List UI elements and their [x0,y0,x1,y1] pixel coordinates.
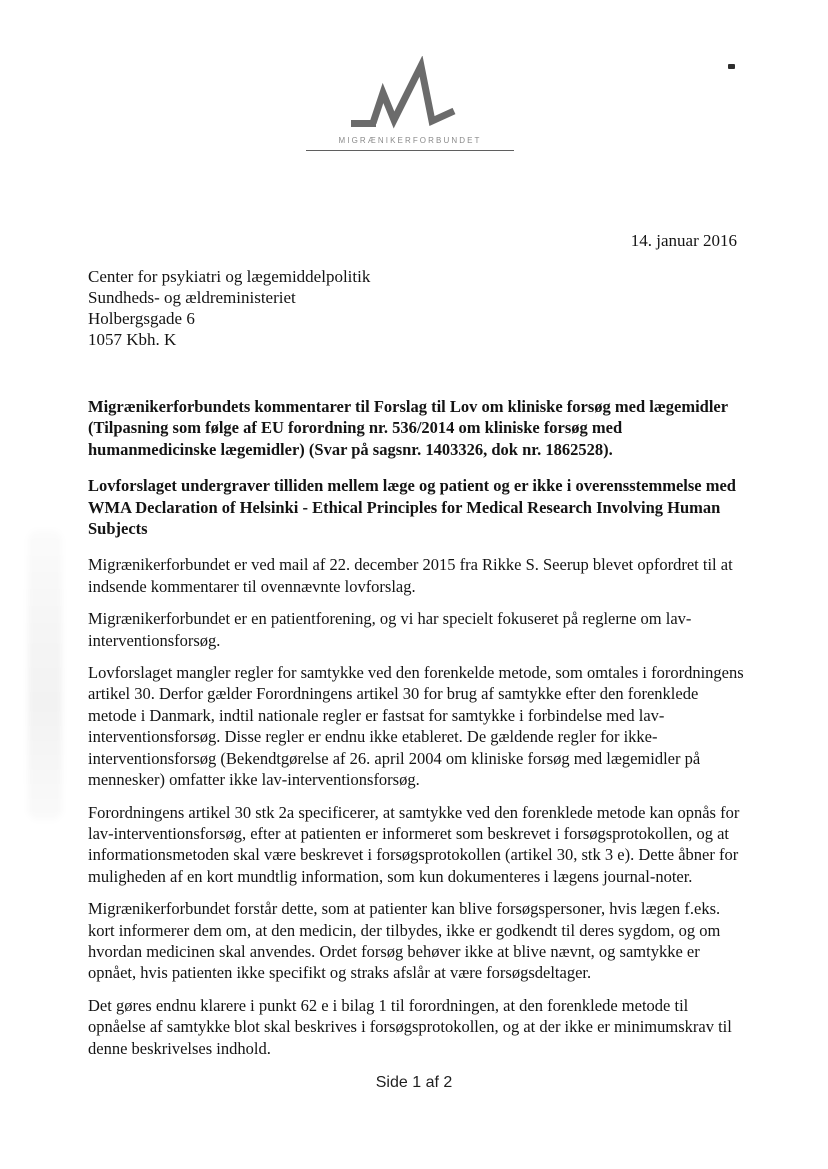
paragraph-interpretation: Migrænikerforbundet forstår dette, som at patienter kan blive forsøgspersoner, hvis lægen f.eks. kort informerer dem om, at den medicin, der tilbydes, ikke er godkendt til deres sygdom, og om hvordan medicinen skal anvendes. Ordet forsøg behøver ikke at blive nævnt, og samtykke er opnået, hvis patienten ikke specifikt og straks afslår at være forsøgsdeltager. [88,899,721,983]
letter-body [88,396,750,1070]
recipient-address [88,266,370,350]
recipient-line: Holbergsgade 6 [88,309,195,328]
paragraph-missing-rules: Lovforslaget mangler regler for samtykke ved den forenkelde metode, som omtales i forordningens artikel 30. Derfor gælder Forordningens artikel 30 for brug af samtykke efter den forenklede metode i Danmark, indtil nationale regler er fastsat for samtykke i forbindelse med lav-interventionsforsøg. Disse regler er endnu ikke etableret. De gældende regler for ikke-interventionsforsøg (Bekendtgørelse af 26. april 2004 om kliniske forsøg med lægemidler på mennesker) omfatter ikke lav-interventionsforsøg. [88,663,744,790]
scan-artifact-smudge [28,530,62,820]
paragraph-intro: Migrænikerforbundet er ved mail af 22. december 2015 fra Rikke S. Seerup blevet opfordret til at indsende kommentarer til ovennævnte lovforslag. [88,555,733,596]
recipient-line: Center for psykiatri og lægemiddelpolitik [88,267,371,286]
paragraph-annex: Det gøres endnu klarere i punkt 62 e i bilag 1 til forordningen, at den forenklede metode til opnåelse af samtykke blot skal beskrives i forsøgsprotokollen, og at der ikke er minimumskrav til denne beskrivelses indhold. [88,995,732,1058]
migraenikerforbundet-letterhead [306,56,514,151]
letter-subject-heading: Migrænikerforbundets kommentarer til Forslag til Lov om kliniske forsøg med lægemidler (Tilpasning som følge af EU forordning nr. 536/2014 om kliniske forsøg med humanmedicinske lægemidler) (Svar på sagsnr. 1403326, dok nr. 1862528). [88,397,728,459]
letter-date: 14. januar 2016 [630,231,737,250]
letterhead-divider [306,150,514,151]
paragraph-patient-association: Migrænikerforbundet er en patientforening, og vi har specielt fokuseret på reglerne om lav-interventionsforsøg. [88,609,692,650]
letter-statement-heading: Lovforslaget undergraver tilliden mellem læge og patient og er ikke i overensstemmelse med WMA Declaration of Helsinki - Ethical Principles for Medical Research Involving Human Subjects [88,476,736,539]
recipient-line: 1057 Kbh. K [88,330,177,349]
recipient-line: Sundheds- og ældreministeriet [88,288,296,307]
page-number: Side 1 af 2 [375,1074,453,1091]
logo-m-mountain-icon [350,56,468,134]
logo-wordmark: MIGRÆNIKERFORBUNDET [338,136,482,145]
scan-artifact-dot [728,64,735,69]
paragraph-article-30: Forordningens artikel 30 stk 2a specificerer, at samtykke ved den forenklede metode kan opnås for lav-interventionsforsøg, efter at patienten er informeret som beskrevet i forsøgsprotokollen, og at informationsmetoden skal være beskrevet i forsøgsprotokollen (artikel 30, stk 3 e). Dette åbner for muligheden af en kort mundtlig information, som kun dokumenteres i lægens journal-noter. [88,802,740,886]
